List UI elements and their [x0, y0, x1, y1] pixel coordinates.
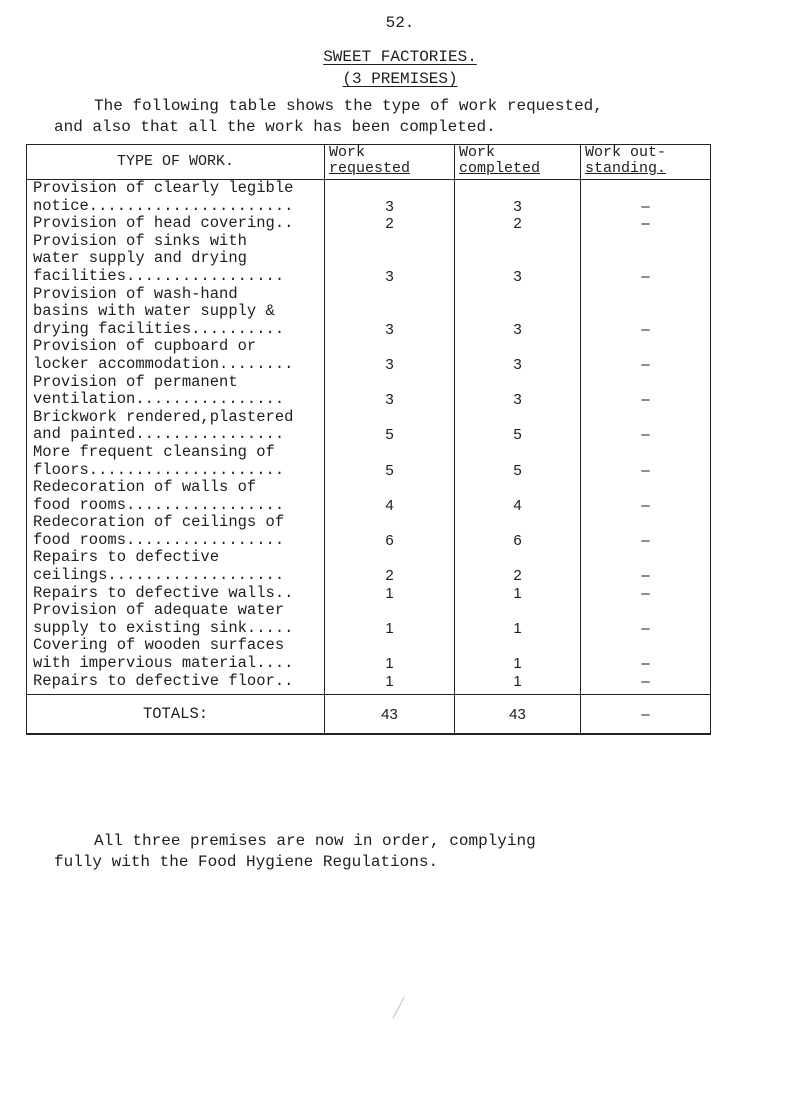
table-row: [27, 286, 711, 339]
work-description: [27, 637, 325, 672]
work-completed-cell: 5: [455, 409, 581, 444]
work-requested-cell: 2: [325, 549, 455, 584]
work-table: [26, 144, 711, 735]
work-description: [27, 215, 325, 233]
work-completed-cell: 1: [455, 585, 581, 603]
header-work-requested: [325, 145, 455, 180]
work-description: [27, 233, 325, 286]
work-description-line: facilities.................: [33, 266, 285, 285]
work-requested-cell: 2: [325, 215, 455, 233]
table-row: [27, 549, 711, 584]
intro-paragraph: [54, 96, 744, 138]
work-outstanding-cell: –: [581, 409, 711, 444]
work-description-line: basins with water supply &: [33, 302, 275, 321]
work-requested-cell: 3: [325, 233, 455, 286]
closing-paragraph: [54, 831, 744, 873]
work-description-line: drying facilities..........: [33, 319, 285, 338]
work-description-line: food rooms.................: [33, 530, 285, 549]
work-completed-cell: 3: [455, 233, 581, 286]
closing-line-2: fully with the Food Hygiene Regulations.: [54, 853, 439, 871]
page-subtitle: [0, 70, 800, 88]
work-completed-cell: 6: [455, 514, 581, 549]
header-work-outstanding: [581, 145, 711, 180]
work-outstanding-cell: –: [581, 514, 711, 549]
work-outstanding-cell: –: [581, 233, 711, 286]
work-description: [27, 514, 325, 549]
table-row: [27, 444, 711, 479]
work-description-line: Provision of adequate water: [33, 601, 285, 620]
table-row: [27, 585, 711, 603]
table-row: [27, 180, 711, 216]
work-completed-cell: 3: [455, 338, 581, 373]
work-description-line: floors.....................: [33, 460, 285, 479]
pencil-mark: [393, 997, 407, 1020]
page-title-text: SWEET FACTORIES.: [323, 48, 477, 66]
work-description-line: Provision of head covering..: [33, 214, 294, 233]
work-completed-cell: 4: [455, 479, 581, 514]
header-outstanding-line-2: standing.: [585, 160, 667, 177]
work-description-line: Provision of wash-hand: [33, 284, 238, 303]
table-row: [27, 409, 711, 444]
work-description: [27, 602, 325, 637]
work-description-line: ventilation................: [33, 390, 285, 409]
table-row: [27, 602, 711, 637]
work-description-line: food rooms.................: [33, 495, 285, 514]
totals-completed: 43: [455, 695, 581, 735]
intro-line-1: The following table shows the type of work requested,: [94, 97, 603, 115]
work-description: [27, 585, 325, 603]
work-outstanding-cell: –: [581, 585, 711, 603]
work-description: [27, 444, 325, 479]
intro-line-2: and also that all the work has been completed.: [54, 118, 496, 136]
table-header-row: [27, 145, 711, 180]
work-requested-cell: 5: [325, 444, 455, 479]
work-completed-cell: 3: [455, 180, 581, 216]
work-requested-cell: 1: [325, 637, 455, 672]
header-outstanding-line-1: Work out-: [585, 144, 667, 161]
work-completed-cell: 3: [455, 374, 581, 409]
work-outstanding-cell: –: [581, 479, 711, 514]
work-requested-cell: 1: [325, 673, 455, 695]
work-description-line: Covering of wooden surfaces: [33, 636, 285, 655]
header-requested-line-2: requested: [329, 160, 411, 177]
work-description: [27, 374, 325, 409]
work-description: [27, 286, 325, 339]
work-description-line: Provision of sinks with: [33, 231, 247, 250]
work-description: [27, 409, 325, 444]
work-completed-cell: 1: [455, 637, 581, 672]
work-description-line: and painted................: [33, 425, 285, 444]
totals-requested: 43: [325, 695, 455, 735]
header-type-of-work: TYPE OF WORK.: [27, 145, 325, 180]
work-description-line: with impervious material....: [33, 654, 294, 673]
work-description-line: Redecoration of walls of: [33, 478, 257, 497]
work-description: [27, 549, 325, 584]
work-completed-cell: 3: [455, 286, 581, 339]
work-completed-cell: 1: [455, 673, 581, 695]
work-description-line: Provision of clearly legible: [33, 179, 294, 197]
work-description-line: notice......................: [33, 196, 294, 215]
work-outstanding-cell: –: [581, 549, 711, 584]
work-requested-cell: 3: [325, 374, 455, 409]
table-body: [27, 180, 711, 695]
work-description-line: Repairs to defective: [33, 548, 220, 567]
page-number: 52.: [385, 14, 415, 32]
work-description: [27, 338, 325, 373]
work-requested-cell: 3: [325, 286, 455, 339]
table-row: [27, 514, 711, 549]
work-description-line: Repairs to defective floor..: [33, 671, 294, 690]
work-outstanding-cell: –: [581, 444, 711, 479]
page-title: [0, 48, 800, 66]
page-subtitle-text: (3 PREMISES): [342, 70, 458, 88]
work-description-line: water supply and drying: [33, 249, 247, 268]
work-description-line: ceilings...................: [33, 566, 285, 585]
work-completed-cell: 5: [455, 444, 581, 479]
work-requested-cell: 3: [325, 180, 455, 216]
table-row: [27, 215, 711, 233]
header-completed-line-2: completed: [459, 160, 541, 177]
work-requested-cell: 4: [325, 479, 455, 514]
totals-row: [27, 695, 711, 735]
work-requested-cell: 5: [325, 409, 455, 444]
work-outstanding-cell: –: [581, 374, 711, 409]
header-completed-line-1: Work: [459, 144, 496, 161]
work-completed-cell: 1: [455, 602, 581, 637]
work-description-line: Provision of cupboard or: [33, 337, 257, 356]
work-description: [27, 180, 325, 216]
totals-outstanding: –: [581, 695, 711, 735]
table-row: [27, 673, 711, 695]
closing-line-1: All three premises are now in order, complying: [94, 832, 536, 850]
work-outstanding-cell: –: [581, 637, 711, 672]
totals-label: TOTALS:: [27, 695, 325, 735]
header-requested-line-1: Work: [329, 144, 366, 161]
work-requested-cell: 1: [325, 585, 455, 603]
table-row: [27, 338, 711, 373]
work-description-line: More frequent cleansing of: [33, 442, 275, 461]
work-outstanding-cell: –: [581, 180, 711, 216]
work-description-line: Redecoration of ceilings of: [33, 513, 285, 532]
work-outstanding-cell: –: [581, 602, 711, 637]
table-row: [27, 637, 711, 672]
table-row: [27, 233, 711, 286]
work-outstanding-cell: –: [581, 286, 711, 339]
work-description: [27, 673, 325, 695]
work-requested-cell: 1: [325, 602, 455, 637]
work-description-line: Brickwork rendered,plastered: [33, 407, 294, 426]
work-description-line: Repairs to defective walls..: [33, 583, 294, 602]
work-description-line: locker accommodation........: [33, 354, 294, 373]
work-description: [27, 479, 325, 514]
work-completed-cell: 2: [455, 215, 581, 233]
work-outstanding-cell: –: [581, 673, 711, 695]
work-completed-cell: 2: [455, 549, 581, 584]
work-outstanding-cell: –: [581, 338, 711, 373]
work-outstanding-cell: –: [581, 215, 711, 233]
work-description-line: Provision of permanent: [33, 372, 238, 391]
work-description-line: supply to existing sink.....: [33, 618, 294, 637]
work-requested-cell: 6: [325, 514, 455, 549]
work-requested-cell: 3: [325, 338, 455, 373]
header-work-completed: [455, 145, 581, 180]
table-row: [27, 374, 711, 409]
table-row: [27, 479, 711, 514]
